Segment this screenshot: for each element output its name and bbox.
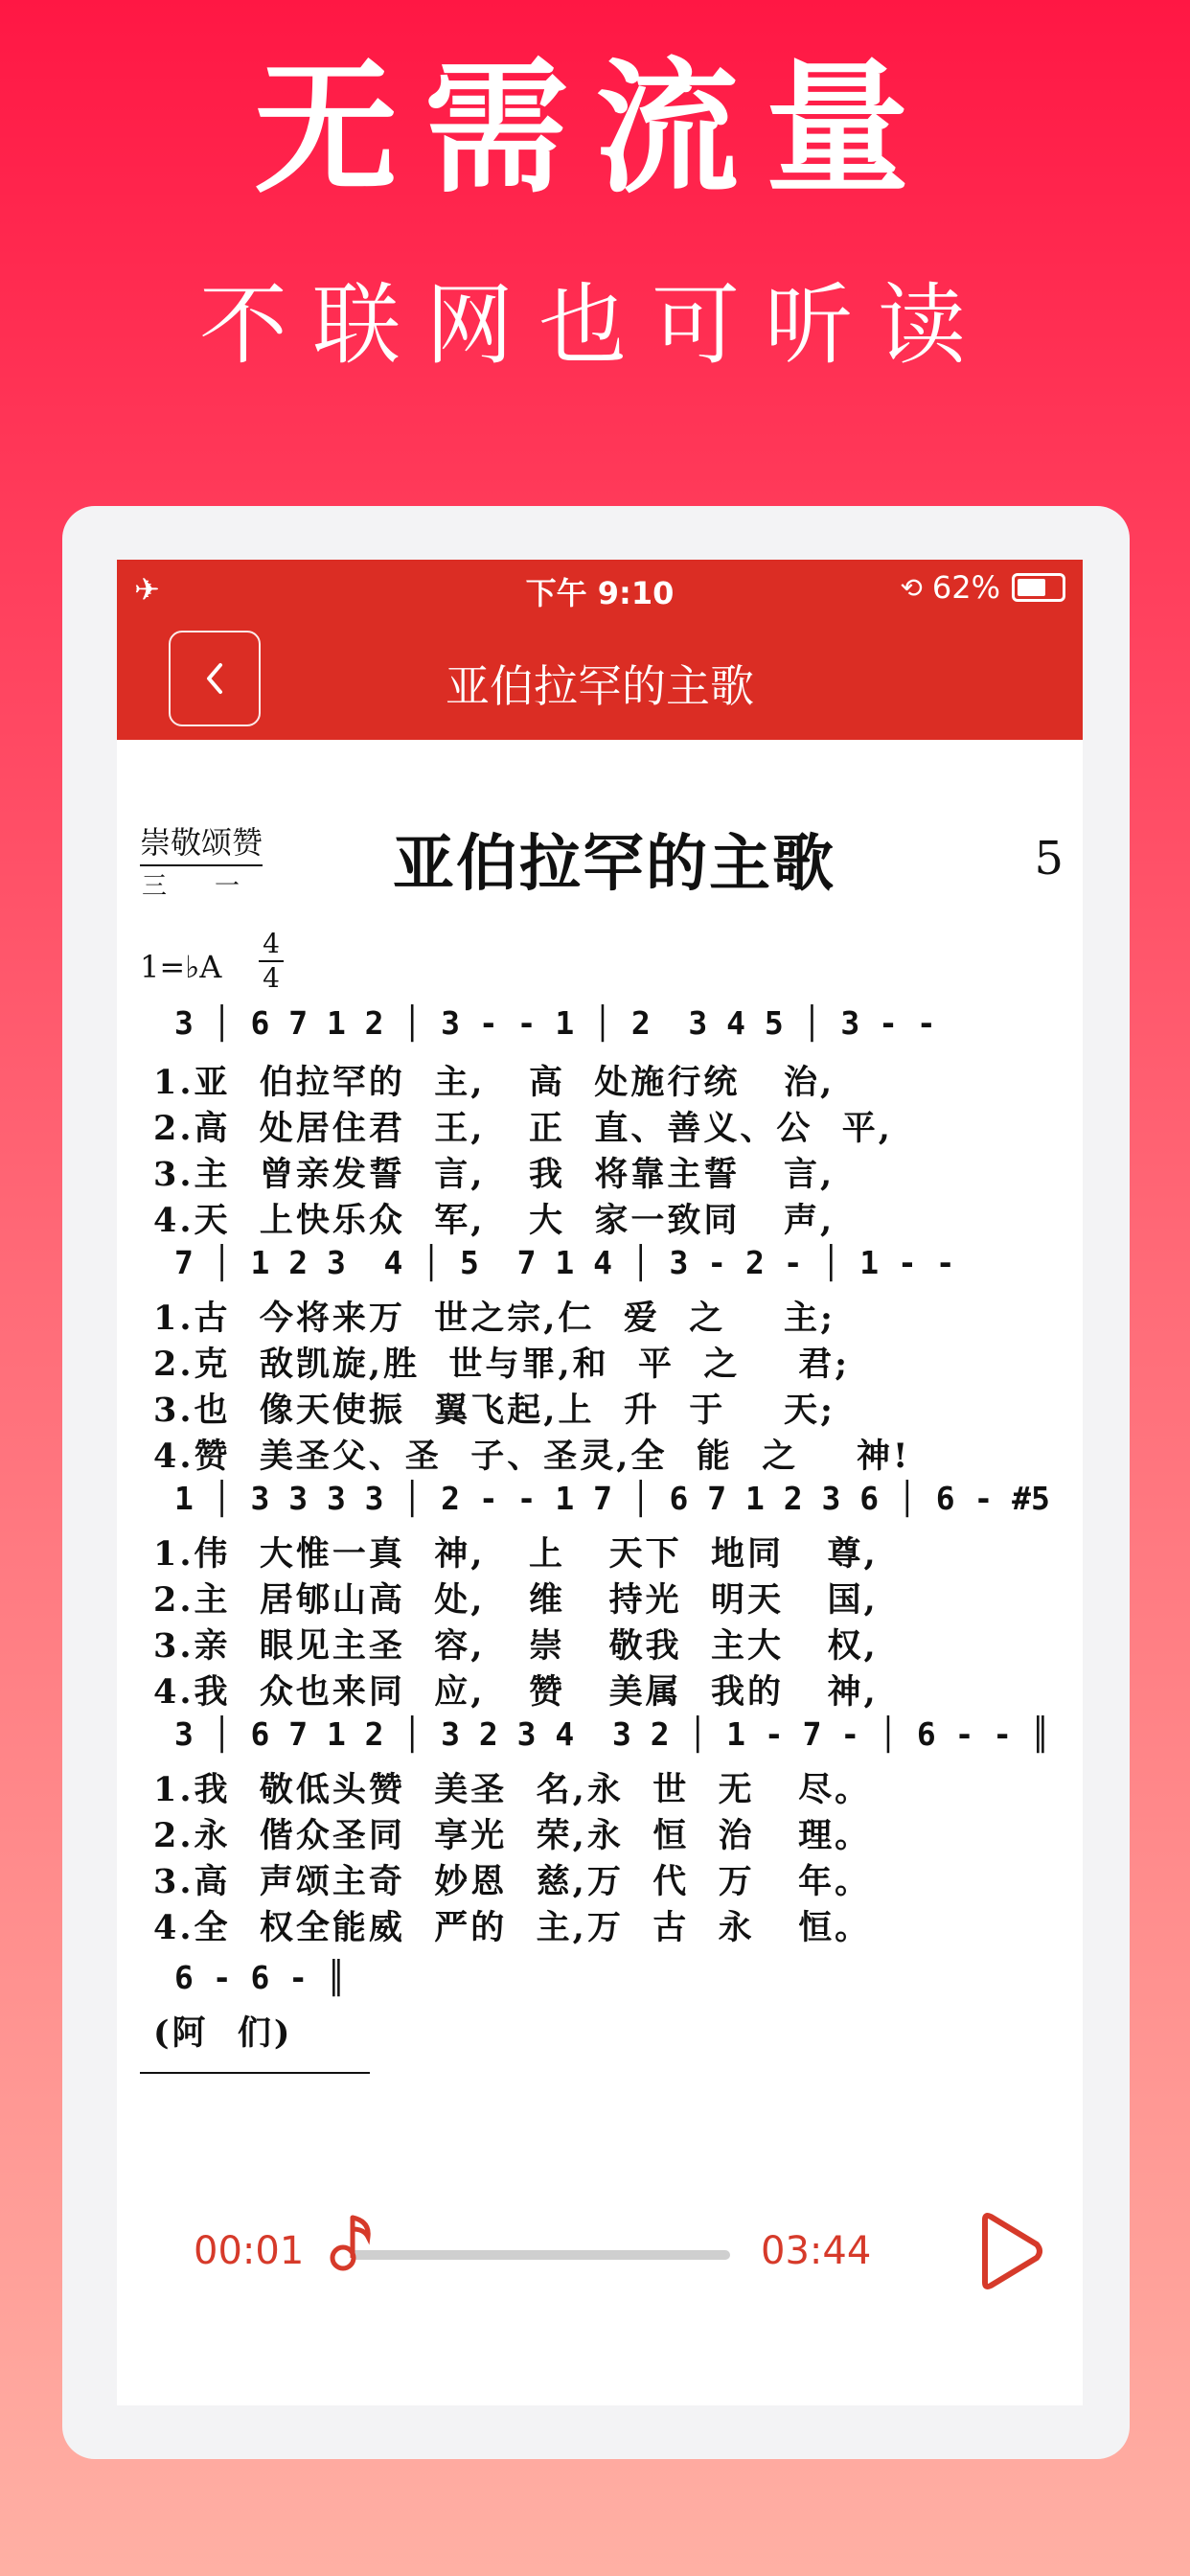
end-rule bbox=[140, 2072, 370, 2074]
lyric-line: 3.亲 眼见主圣 容, 崇 敬我 主大 权, bbox=[153, 1626, 879, 1666]
lyric-line: (阿 们) bbox=[153, 2013, 293, 2053]
music-note-icon[interactable] bbox=[326, 2208, 383, 2275]
lyric-line: 3.高 声颂主奇 妙恩 慈,万 代 万 年。 bbox=[153, 1862, 872, 1901]
hymn-category: 崇敬颂赞 bbox=[140, 818, 263, 866]
lyric-line: 1.我 敬低头赞 美圣 名,永 世 无 尽。 bbox=[153, 1770, 872, 1809]
play-button[interactable] bbox=[972, 2208, 1048, 2294]
page-title: 亚伯拉罕的主歌 bbox=[446, 660, 754, 712]
hymn-title: 亚伯拉罕的主歌 bbox=[393, 828, 835, 900]
lyric-line: 4.赞 美圣父、圣 子、圣灵,全 能 之 神! bbox=[153, 1437, 911, 1476]
key-signature: 1=♭A bbox=[140, 949, 222, 985]
page-number: 5 bbox=[1034, 832, 1064, 886]
hymn-subcategory: 三一 bbox=[142, 872, 288, 901]
lyric-line: 3.也 像天使振 翼飞起,上 升 于 天; bbox=[153, 1391, 835, 1430]
promo-title: 无需流量 bbox=[253, 46, 936, 213]
status-right bbox=[900, 569, 1065, 606]
lyric-line: 1.古 今将来万 世之宗,仁 爱 之 主; bbox=[153, 1299, 835, 1338]
battery-percent: 62% bbox=[931, 569, 1000, 606]
sheet-music bbox=[117, 740, 1083, 2101]
lyric-line: 4.天 上快乐众 军, 大 家一致同 声, bbox=[153, 1201, 835, 1240]
time-sig-bottom: 4 bbox=[263, 962, 280, 994]
rotation-lock-icon: ⟲ bbox=[900, 571, 923, 604]
app-screen bbox=[117, 560, 1083, 2405]
lyric-line: 1.亚 伯拉罕的 主, 高 处施行统 治, bbox=[153, 1063, 835, 1102]
notation-line: 3 │ 6 7 1 2 │ 3 - - 1 │ 2 3 4 5 │ 3 - - bbox=[174, 1004, 936, 1042]
notation-line: 1 │ 3 3 3 3 │ 2 - - 1 7 │ 6 7 1 2 3 6 │ 6 - #5 bbox=[174, 1480, 1050, 1517]
audio-player bbox=[117, 2179, 1083, 2323]
promo-subtitle: 不联网也可听读 bbox=[198, 274, 991, 377]
airplane-icon: ✈ bbox=[134, 571, 160, 608]
battery-icon bbox=[1012, 573, 1065, 602]
time-sig-top: 4 bbox=[263, 928, 280, 959]
lyric-line: 3.主 曾亲发誓 言, 我 将靠主誓 言, bbox=[153, 1155, 835, 1194]
status-time: 下午 9:10 bbox=[525, 575, 675, 611]
total-time: 03:44 bbox=[761, 2229, 872, 2273]
lyric-line: 1.伟 大惟一真 神, 上 天下 地同 尊, bbox=[153, 1534, 879, 1574]
status-bar bbox=[117, 560, 1083, 617]
current-time: 00:01 bbox=[194, 2229, 305, 2273]
nav-bar bbox=[117, 617, 1083, 740]
notation-line: 7 │ 1 2 3 4 │ 5 7 1 4 │ 3 - 2 - │ 1 - - bbox=[174, 1244, 955, 1281]
lyric-line: 2.主 居郇山高 处, 维 持光 明天 国, bbox=[153, 1580, 879, 1620]
lyric-line: 4.全 权全能威 严的 主,万 古 永 恒。 bbox=[153, 1908, 872, 1947]
notation-line: 3 │ 6 7 1 2 │ 3 2 3 4 3 2 │ 1 - 7 - │ 6 - - ║ bbox=[174, 1715, 1050, 1753]
lyric-line: 2.高 处居住君 王, 正 直、善义、公 平, bbox=[153, 1109, 893, 1148]
notation-line: 6 - 6 - ║ bbox=[174, 1959, 346, 1996]
progress-slider[interactable] bbox=[347, 2250, 730, 2260]
lyric-line: 4.我 众也来同 应, 赞 美属 我的 神, bbox=[153, 1672, 879, 1712]
lyric-line: 2.克 敌凯旋,胜 世与罪,和 平 之 君; bbox=[153, 1345, 851, 1384]
time-signature bbox=[259, 928, 284, 995]
lyric-line: 2.永 偕众圣同 享光 荣,永 恒 治 理。 bbox=[153, 1816, 872, 1855]
